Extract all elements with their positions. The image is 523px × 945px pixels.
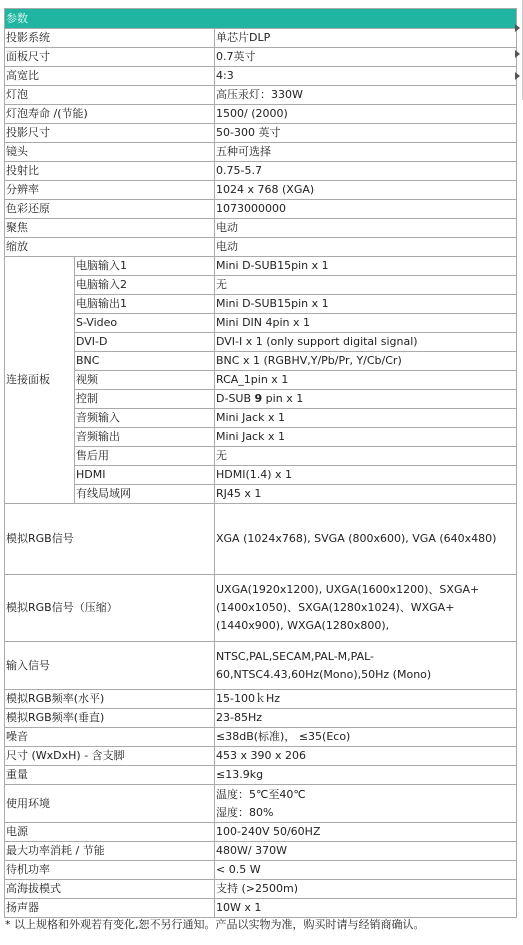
port-value: RCA_1pin x 1 — [215, 371, 517, 390]
row-value: 50-300 英寸 — [215, 124, 517, 143]
scroll-arrow-icon[interactable] — [515, 24, 520, 32]
row-label: 待机功率 — [5, 861, 215, 880]
row-value — [215, 785, 517, 823]
table-row — [5, 747, 517, 766]
row-label: 高宽比 — [5, 67, 215, 86]
port-label: DVI-D — [75, 333, 215, 352]
row-label: 聚焦 — [5, 219, 215, 238]
row-value: 15-100ｋHz — [215, 690, 517, 709]
table-row — [5, 181, 517, 200]
row-value: XGA (1024x768), SVGA (800x600), VGA (640x480) — [215, 504, 517, 575]
row-label: 投影尺寸 — [5, 124, 215, 143]
table-row — [5, 785, 517, 823]
env-humidity: 湿度：80% — [216, 805, 274, 819]
row-value: 高压汞灯：330W — [215, 86, 517, 105]
row-value: 453 x 390 x 206 — [215, 747, 517, 766]
row-value: 10W x 1 — [215, 899, 517, 918]
table-row — [5, 428, 517, 447]
port-label: 电脑输入2 — [75, 276, 215, 295]
table-row — [5, 861, 517, 880]
row-label: 扬声器 — [5, 899, 215, 918]
table-row — [5, 880, 517, 899]
port-value: RJ45 x 1 — [215, 485, 517, 504]
row-value: 1073000000 — [215, 200, 517, 219]
scroll-arrows[interactable] — [509, 0, 523, 100]
row-label: 高海拔模式 — [5, 880, 215, 899]
table-row — [5, 276, 517, 295]
table-row — [5, 899, 517, 918]
port-label: 有线局域网 — [75, 485, 215, 504]
table-row — [5, 200, 517, 219]
spec-table — [4, 8, 517, 918]
table-row — [5, 219, 517, 238]
env-temperature: 温度：5℃至40℃ — [216, 787, 306, 801]
header-title: 参数 — [6, 11, 28, 25]
row-label: 色彩还原 — [5, 200, 215, 219]
port-label: 控制 — [75, 390, 215, 409]
port-label: 音频输出 — [75, 428, 215, 447]
row-label: 模拟RGB信号（压缩） — [5, 575, 215, 642]
table-row — [5, 124, 517, 143]
row-value: UXGA(1920x1200), UXGA(1600x1200)、SXGA+(1400x1050)、SXGA(1280x1024)、WXGA+(1440x900), WXGA(1280x800), — [215, 575, 517, 642]
row-value: NTSC,PAL,SECAM,PAL-M,PAL-60,NTSC4.43,60Hz(Mono),50Hz (Mono) — [215, 642, 517, 690]
row-label: 投影系统 — [5, 29, 215, 48]
table-row — [5, 257, 517, 276]
port-label: 电脑输出1 — [75, 295, 215, 314]
table-row — [5, 352, 517, 371]
table-row — [5, 575, 517, 642]
row-label: 镜头 — [5, 143, 215, 162]
row-label: 使用环境 — [5, 785, 215, 823]
table-row — [5, 29, 517, 48]
table-row — [5, 642, 517, 690]
port-value — [215, 390, 517, 409]
row-label: 灯泡寿命 /(节能) — [5, 105, 215, 124]
table-row — [5, 333, 517, 352]
port-value: BNC x 1 (RGBHV,Y/Pb/Pr, Y/Cb/Cr) — [215, 352, 517, 371]
port-value: Mini D-SUB15pin x 1 — [215, 257, 517, 276]
row-value: 电动 — [215, 238, 517, 257]
table-row — [5, 690, 517, 709]
port-value: DVI-I x 1 (only support digital signal) — [215, 333, 517, 352]
row-value: 4:3 — [215, 67, 517, 86]
row-value: 23-85Hz — [215, 709, 517, 728]
row-label: 缩放 — [5, 238, 215, 257]
row-value: 100-240V 50/60HZ — [215, 823, 517, 842]
table-row — [5, 143, 517, 162]
table-row — [5, 409, 517, 428]
port-value: Mini Jack x 1 — [215, 409, 517, 428]
port-label: 音频输入 — [75, 409, 215, 428]
table-row — [5, 823, 517, 842]
table-row — [5, 238, 517, 257]
table-header — [5, 9, 517, 29]
port-value: HDMI(1.4) x 1 — [215, 466, 517, 485]
row-value: < 0.5 W — [215, 861, 517, 880]
port-value: Mini DIN 4pin x 1 — [215, 314, 517, 333]
table-row — [5, 709, 517, 728]
row-value: ≤38dB(标准)， ≤35(Eco) — [215, 728, 517, 747]
port-label: 电脑输入1 — [75, 257, 215, 276]
table-row — [5, 105, 517, 124]
table-row — [5, 766, 517, 785]
table-row — [5, 842, 517, 861]
port-label: S-Video — [75, 314, 215, 333]
table-row — [5, 314, 517, 333]
row-label: 尺寸 (WxDxH) - 含支脚 — [5, 747, 215, 766]
table-row — [5, 67, 517, 86]
table-row — [5, 466, 517, 485]
row-label: 模拟RGB信号 — [5, 504, 215, 575]
port-label: HDMI — [75, 466, 215, 485]
row-value: 支持 (>2500m) — [215, 880, 517, 899]
row-label: 最大功率消耗 / 节能 — [5, 842, 215, 861]
row-label: 灯泡 — [5, 86, 215, 105]
row-value: 1500/ (2000) — [215, 105, 517, 124]
row-value: 0.7英寸 — [215, 48, 517, 67]
row-label: 模拟RGB频率(水平) — [5, 690, 215, 709]
port-value: 无 — [215, 447, 517, 466]
row-label: 面板尺寸 — [5, 48, 215, 67]
row-value: 五种可选择 — [215, 143, 517, 162]
row-label: 重量 — [5, 766, 215, 785]
table-row — [5, 504, 517, 575]
port-value-bold: 9 — [254, 392, 263, 405]
table-row — [5, 390, 517, 409]
port-value: 无 — [215, 276, 517, 295]
port-label: 售后用 — [75, 447, 215, 466]
table-row — [5, 728, 517, 747]
scroll-arrow-icon[interactable] — [515, 72, 520, 80]
row-label: 输入信号 — [5, 642, 215, 690]
row-value: 电动 — [215, 219, 517, 238]
port-value: Mini Jack x 1 — [215, 428, 517, 447]
row-value: 1024 x 768 (XGA) — [215, 181, 517, 200]
footer-note: * 以上规格和外观若有变化,恕不另行通知。产品以实物为准，购买时请与经销商确认。 — [5, 918, 425, 931]
row-label: 分辨率 — [5, 181, 215, 200]
row-value: 480W/ 370W — [215, 842, 517, 861]
table-row — [5, 48, 517, 67]
table-row — [5, 295, 517, 314]
connection-panel-label: 连接面板 — [5, 257, 75, 504]
row-label: 投射比 — [5, 162, 215, 181]
row-label: 噪音 — [5, 728, 215, 747]
table-row — [5, 86, 517, 105]
scroll-arrow-icon[interactable] — [515, 50, 520, 58]
row-value: ≤13.9kg — [215, 766, 517, 785]
row-label: 模拟RGB频率(垂直) — [5, 709, 215, 728]
table-row — [5, 447, 517, 466]
port-value-part: D-SUB — [216, 392, 255, 405]
table-row — [5, 162, 517, 181]
port-value-part: pin x 1 — [262, 392, 304, 405]
table-row — [5, 371, 517, 390]
table-row — [5, 485, 517, 504]
row-value: 0.75-5.7 — [215, 162, 517, 181]
port-label: 视频 — [75, 371, 215, 390]
row-label: 电源 — [5, 823, 215, 842]
port-label: BNC — [75, 352, 215, 371]
port-value: Mini D-SUB15pin x 1 — [215, 295, 517, 314]
row-value: 单芯片DLP — [215, 29, 517, 48]
